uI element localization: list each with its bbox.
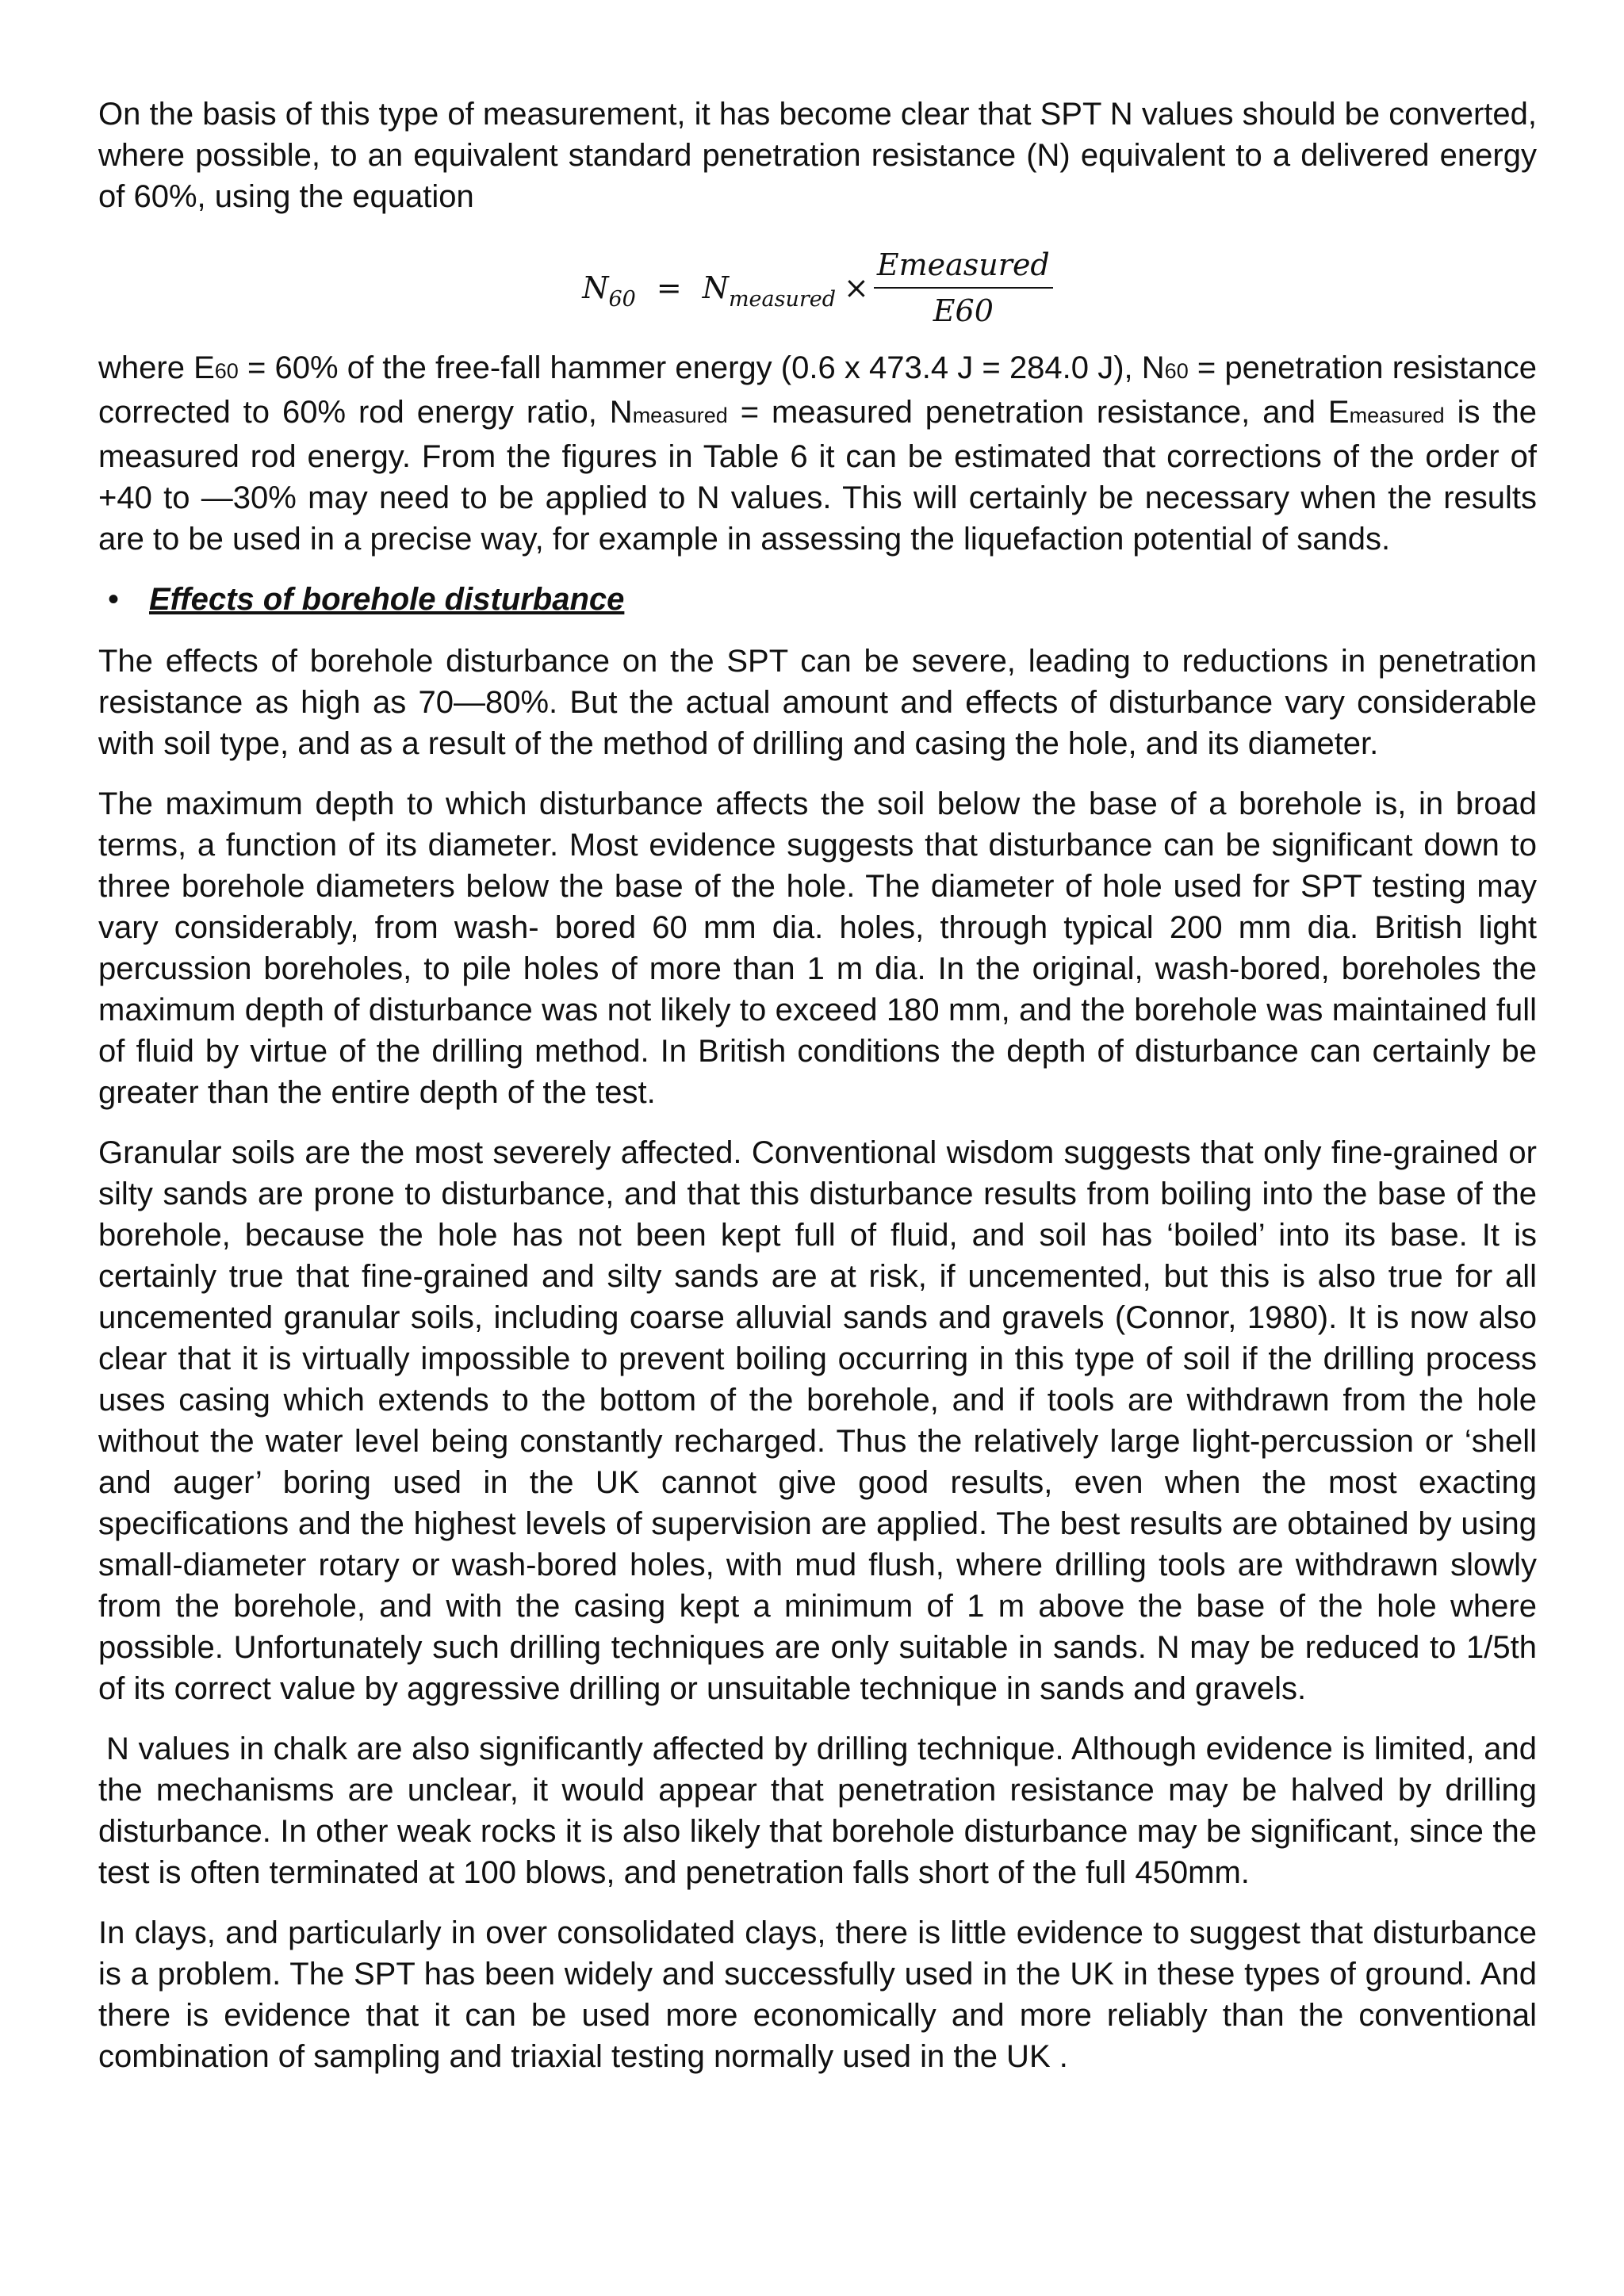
paragraph-disturbance-depth: The maximum depth to which disturbance affects the soil below the base of a borehole is, in broad terms, a function of its diameter. Most evidence suggests that disturbance can be significant down to three borehole diameters below the base of the hole. The diameter of hole used for SPT testing may vary considerably, from wash- bored 60 mm dia. holes, through typical 200 mm dia. British light percussion boreholes, to pile holes of more than 1 m dia. In the original, wash-bored, boreholes the maximum depth of disturbance was not likely to exceed 180 mm, and the borehole was maintained full of fluid by virtue of the drilling method. In British conditions the depth of disturbance can certainly be greater than the entire depth of the test. [98, 786, 1537, 1110]
num-subscript: measured [898, 247, 1050, 282]
definitions-text-5: is the measured rod energy. From the figures in Table 6 it can be estimated that corrections of the order of +40 to —30% may need to be applied to N values. This will certainly be necessary when the results are to be used in a precise way, for example in assessing the liquefaction potential of sands. [98, 395, 1538, 557]
document-page [98, 94, 1537, 2096]
definitions-sub-n60: 60 [1164, 359, 1189, 383]
definitions-text-3: = penetration resistance corrected to 60% rod energy ratio, N [98, 350, 1537, 430]
fraction-denominator [930, 289, 997, 330]
paragraph-chalk: N values in chalk are also significantly affected by drilling technique. Although evidence is limited, and the mechanisms are unclear, it would appear that penetration resistance may be halved by drilling disturbance. In other weak rocks it is also likely that borehole disturbance may be significant, since the test is often terminated at 100 blows, and penetration falls short of the full 450mm. [98, 1732, 1537, 1890]
paragraph-clays: In clays, and particularly in over consolidated clays, there is little evidence to suggest that disturbance is a problem. The SPT has been widely and successfully used in the UK in these types of ground. And there is evidence that it can be used more economically and more reliably than the conventional combination of sampling and triaxial testing normally used in the UK . [98, 1915, 1537, 2074]
num-symbol: E [876, 247, 899, 282]
definitions-sub-nmeasured: measured [632, 404, 728, 427]
definitions-sub-emeasured: measured [1349, 404, 1445, 427]
bullet-icon: • [108, 582, 120, 617]
definitions-text-2: = 60% of the free-fall hammer energy (0.6 x 473.4 J = 284.0 J), N [238, 350, 1165, 385]
paragraph-granular-soils: Granular soils are the most severely affected. Conventional wisdom suggests that only fine-grained or silty sands are prone to disturbance, and that this disturbance results from boiling into the base of the borehole, because the hole has not been kept full of fluid, and soil has ‘boiled’ into its base. It is certainly true that fine-grained and silty sands are at risk, if uncemented, but this is also true for all uncemented granular soils, including coarse alluvial sands and gravels (Connor, 1980). It is now also clear that it is virtually impossible to prevent boiling occurring in this type of soil if the drilling process uses casing which extends to the bottom of the borehole, and if tools are withdrawn from the hole without the water level being constantly recharged. Thus the relatively large light-percussion or ‘shell and auger’ boring used in the UK cannot give good results, even when the most exacting specifications and the highest levels of supervision are applied. The best results are obtained by using small-diameter rotary or wash-bored holes, with mud flush, where drilling tools are withdrawn slowly from the borehole, and with the casing kept a minimum of 1 m above the base of the hole where possible. Unfortunately such drilling techniques are only suitable in sands. N may be reduced to 1/5th of its correct value by aggressive drilling or unsuitable technique in sands and gravels. [98, 1135, 1537, 1706]
lhs-subscript: 60 [608, 287, 636, 312]
definitions-sub-e60: 60 [214, 359, 239, 383]
rhs-subscript: measured [728, 287, 837, 312]
definitions-text-4: = measured penetration resistance, and E [727, 395, 1350, 430]
lhs-symbol: N [582, 270, 609, 305]
n60-equation [98, 236, 1537, 339]
den-subscript: 60 [955, 293, 994, 328]
section-heading: Effects of borehole disturbance [149, 582, 625, 617]
den-symbol: E [933, 293, 956, 328]
equation-measured-term [702, 270, 837, 312]
times-sign: × [844, 270, 869, 305]
fraction-numerator [874, 246, 1053, 289]
equals-sign: = [656, 270, 682, 305]
energy-fraction [874, 246, 1053, 330]
equation-lhs [582, 270, 636, 312]
definitions-text-1: where E [98, 350, 215, 385]
section-heading-row [98, 579, 1537, 620]
paragraph-disturbance-effects: The effects of borehole disturbance on the SPT can be severe, leading to reductions in penetration resistance as high as 70—80%. But the actual amount and effects of disturbance vary considerable with soil type, and as a result of the method of drilling and casing the hole, and its diameter. [98, 644, 1537, 761]
paragraph-intro: On the basis of this type of measurement, it has become clear that SPT N values should be converted, where possible, to an equivalent standard penetration resistance (N) equivalent to a delivered energy of 60%, using the equation [98, 97, 1537, 214]
paragraph-definitions [98, 347, 1537, 560]
rhs-symbol: N [702, 270, 729, 305]
